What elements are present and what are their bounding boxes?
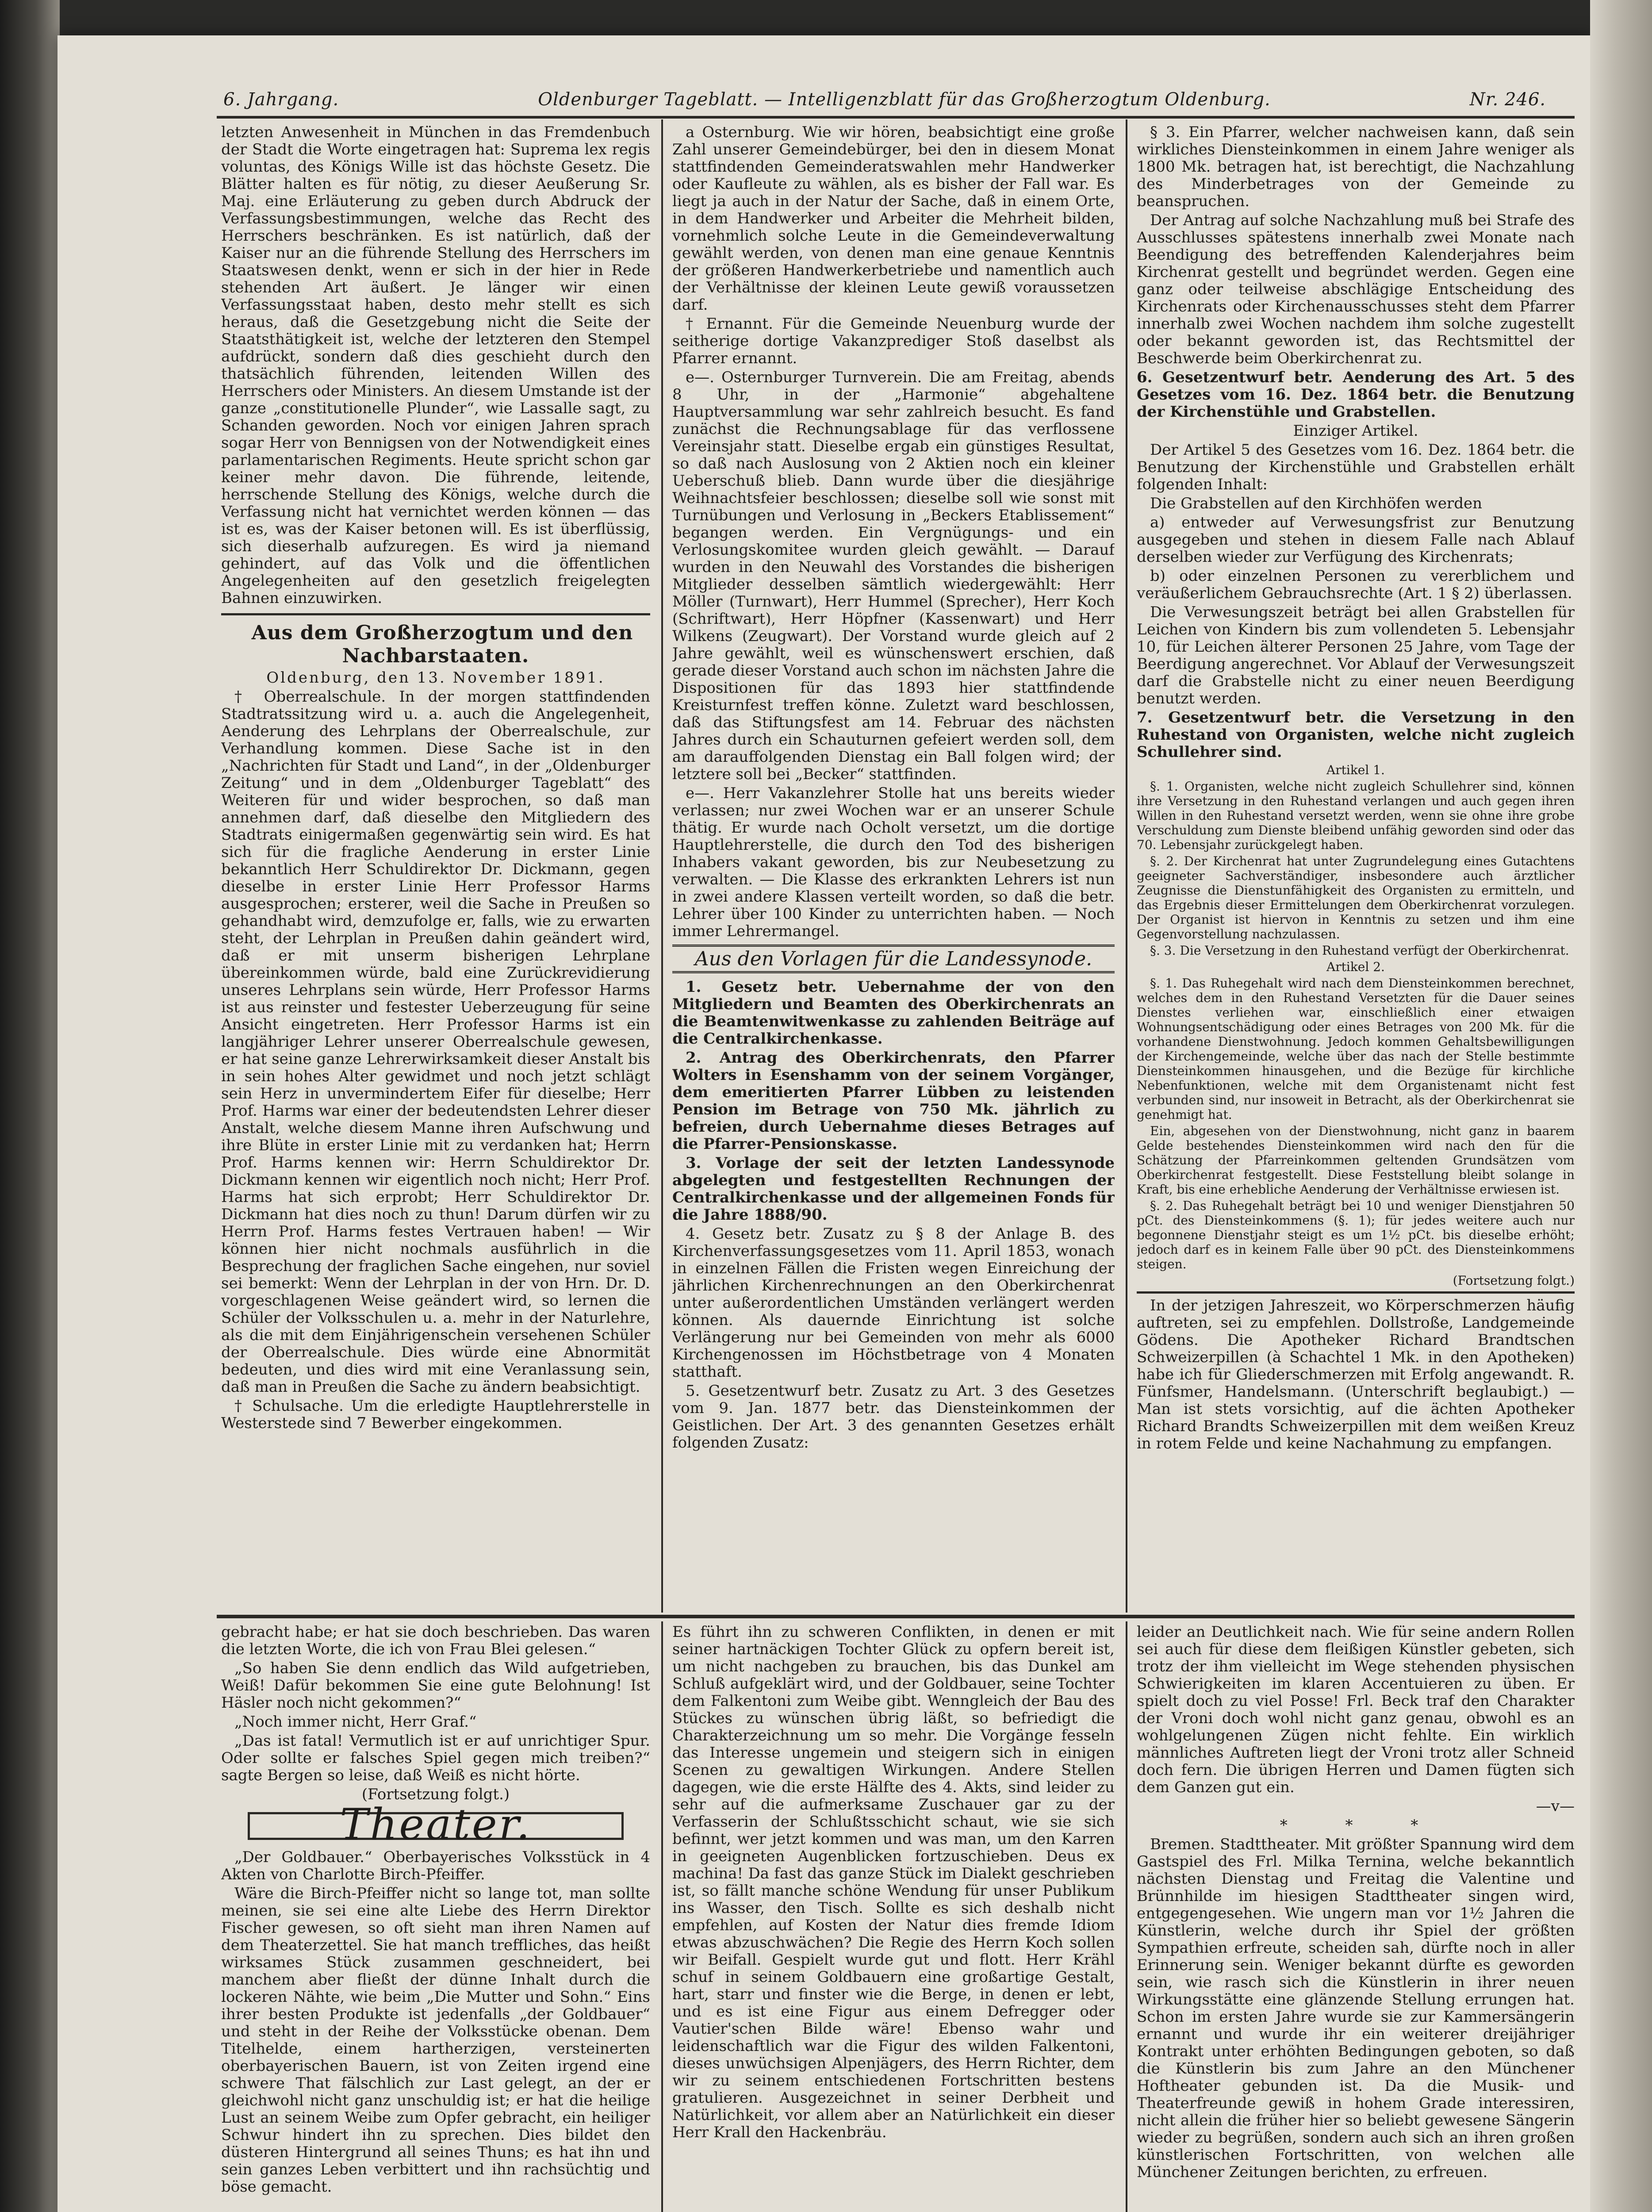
paragraph: Der Antrag auf solche Nachzahlung muß bei Strafe des Ausschlusses spätestens innerhalb zwei Monate nach Beendigung des betreffenden Kalenderjahres beim Kirchenrat gestellt und begründet werden. Gegen eine ganz oder teilweise abschlägige Entscheidung des Kirchenrats oder Kirchenausschusses steht dem Pfarrer innerhalb zwei Wochen nachdem ihm solche zugestellt oder bekannt geworden ist, das Rechtsmittel der Beschwerde beim Oberkirchenrat zu. bbox=[1137, 211, 1575, 367]
masthead-title: Oldenburger Tageblatt. — Intelligenzblatt für das Großherzogtum Oldenburg. bbox=[538, 89, 1271, 110]
column-3 bbox=[1137, 124, 1575, 1610]
article-label: Einziger Artikel. bbox=[1293, 422, 1418, 440]
review-text: Bremen. Stadttheater. Mit größter Spannung wird dem Gastspiel des Frl. Milka Ternina, welche bekanntlich nächsten Dienstag und Freitag die Valentine und Brünnhilde im hiesigen Stadttheater singen wird, entgegengesehen. Wie ungern man vor 1½ Jahren die Künstlerin, welche durch ihr Spiel der größten Sympathien erfreute, scheiden sah, dürfte noch in aller Erinnerung sein. Weniger bekannt dürfte es geworden sein, wie rasch sich die Künstlerin in ihrer neuen Wirkungsstätte eine glänzende Stellung errungen hat. Schon im ersten Jahre wurde sie zur Kammersängerin ernannt und wurde ihr ein weiterer dreijähriger Kontrakt unter erhöhten Bedingungen geboten, so daß die Künstlerin bis zum Jahre an den Münchener Hoftheater gebunden ist. Da die Musik- und Theaterfreunde gewiß in hohem Grade interessiren, nicht allein die früher hier so beliebt gewesene Sängerin wieder zu begrüßen, sondern auch sich an ihren großen künstlerischen Fortschritten, von welchen alle Münchener Zeitungen berichten, zu erfreuen. bbox=[1137, 1836, 1575, 2181]
news-item: a Osternburg. Wie wir hören, beabsichtigt eine große Zahl unserer Gemeindebürger, bei den in diesem Monat stattfindenden Gemeinderatswahlen mehr Handwerker oder Kaufleute zu wählen, als es bisher der Fall war. Es liegt ja auch in der Natur der Sache, daß in einem Orte, in dem Handwerker und Arbeiter die Mehrheit bilden, vornehmlich solche Leute in die Gemeindeverwaltung gewählt werden, von denen man eine genaue Kenntnis der größeren Handwerkerbetriebe und namentlich auch der Verhältnisse der kleinen Leute gewiß voraussetzen darf. bbox=[672, 124, 1115, 314]
feuilleton-column-3 bbox=[1137, 1624, 1575, 2212]
synod-item: 3. Vorlage der seit der letzten Landessynode abgelegten und festgestellten Rechnungen der Centralkirchenkasse und der allgemeinen Fonds für die Jahre 1888/90. bbox=[672, 1154, 1115, 1224]
law-heading: 6. Gesetzentwurf betr. Aenderung des Art. 5 des Gesetzes vom 16. Dez. 1864 betr. die Benutzung der Kirchenstühle und Grabstellen. bbox=[1137, 369, 1575, 421]
column-divider bbox=[1126, 1621, 1127, 2212]
news-item: e—. Herr Vakanzlehrer Stolle hat uns bereits wieder verlassen; nur zwei Wochen war er an unserer Schule thätig. Er wurde nach Ocholt versetzt, um die dortige Hauptlehrerstelle, die durch den Tod des bisherigen Inhabers vakant geworden, bis zur Neubesetzung zu verwalten. — Die Klasse des erkrankten Lehrers ist nun in zwei andere Klassen verteilt worden, so daß die betr. Lehrer über 100 Kinder zu unterrichten haben. — Noch immer Lehrermangel. bbox=[672, 784, 1115, 940]
paragraph-small: §. 2. Das Ruhegehalt beträgt bei 10 und weniger Dienstjahren 50 pCt. des Diensteinkommens (§. 1); für jedes weitere auch nur begonnene Dienstjahr steigt es um 1½ pCt. bis dieselbe erhöht; jedoch darf es in keinem Falle über 90 pCt. des Diensteinkommens steigen. bbox=[1137, 1198, 1575, 1271]
article-text: letzten Anwesenheit in München in das Fremdenbuch der Stadt die Worte eingetragen hat: Suprema lex regis voluntas, des Königs Wille ist das höchste Gesetz. Die Blätter halten es für nötig, zu dieser Aeußerung Sr. Maj. eine Erläuterung zu geben durch Abdruck der Verfassungsbestimmungen, welche das Recht des Herrschers beschränken. Es ist natürlich, daß der Kaiser nur an die führende Stellung des Herrschers im Staatswesen denkt, wenn er sich in der hier in Rede stehenden Art äußert. Je länger wir einen Verfassungsstaat haben, desto mehr stellt es sich heraus, daß die Gesetzgebung nicht die Seite der Staatsthätigkeit ist, welche der letzteren den Stempel aufdrückt, sondern daß dies geschieht durch den thatsächlich führenden, leitenden Willen des Herrschers oder Ministers. An diesem Umstande ist der ganze „constitutionelle Plunder“, wie Lassalle sagt, zu Schanden geworden. Noch vor einigen Jahren sprach sogar Herr von Bennigsen von der Notwendigkeit eines parlamentarischen Regiments. Heute spricht schon gar keiner mehr davon. Die führende, leitende, herrschende Stellung des Königs, welche durch die Verfassung nicht hat vernichtet werden können — das ist es, was der Kaiser betonen will. Es ist überflüssig, sich dieserhalb aufzuregen. Es wird ja niemand gehindert, auf das Volk und die öffentlichen Angelegenheiten auf den gesetzlich freigelegten Bahnen einzuwirken. bbox=[221, 124, 650, 607]
dateline: Oldenburg, den 13. November 1891. bbox=[266, 669, 605, 687]
synod-item: 4. Gesetz betr. Zusatz zu § 8 der Anlage B. des Kirchenverfassungsgesetzes vom 11. April 1853, wonach in einzelnen Fällen die Fristen wegen Einreichung der jährlichen Kirchenrechnungen an den Oberkirchenrat unter außerordentlichen Umständen verlängert werden können. Als dauernde Einrichtung ist solche Verlängerung nur bei Gemeinden von mehr als 6000 Kirchengenossen im Höchstbetrage von 4 Monaten statthaft. bbox=[672, 1225, 1115, 1381]
news-item: e—. Osternburger Turnverein. Die am Freitag, abends 8 Uhr, in der „Harmonie“ abgehaltene Hauptversammlung war sehr zahlreich besucht. Es fand zunächst die Rechnungsablage für das verflossene Vereinsjahr statt. Dieselbe ergab ein günstiges Resultat, so daß nach Auslosung von 2 Aktien noch ein kleiner Ueberschuß blieb. Dann wurde über die diesjährige Weihnachtsfeier beschlossen; dieselbe soll wie sonst mit Turnübungen und Verlosung in „Beckers Etablissement“ begangen werden. Ein Vergnügungs- und ein Verlosungskomitee wurden gleich gewählt. — Darauf wurden in den Neuwahl des Vorstandes die bisherigen Mitglieder desselben sämtlich wiedergewählt: Herr Möller (Turnwart), Herr Hummel (Sprecher), Herr Koch (Schriftwart), Herr Höpfner (Kassenwart) und Herr Wilkens (Zeugwart). Der Vorstand wurde gleich auf 2 Jahre gewählt, weil es wünschenswert erschien, daß gerade dieser Vorstand auch schon im nächsten Jahre die Dispositionen für das 1893 hier stattfindende Kreisturnfest treffen könne. Zuletzt ward beschlossen, daß das Stiftungsfest am 14. Februar des nächsten Jahres durch ein Schauturnen gefeiert werden soll, dem am darauffolgenden Dienstag ein Ball folgen wird; der letztere soll bei „Becker“ stattfinden. bbox=[672, 369, 1115, 783]
page-edge bbox=[1590, 0, 1652, 2212]
synod-item: 1. Gesetz betr. Uebernahme der von den Mitgliedern und Beamten des Oberkirchenrats an die Beamtenwitwenkasse zu zahlenden Beiträge auf die Centralkirchenkasse. bbox=[672, 978, 1115, 1048]
story-text: „Das ist fatal! Vermutlich ist er auf unrichtiger Spur. Oder sollte er falsches Spiel gegen mich treiben?“ sagte Bergen so leise, daß Weiß es nicht hörte. bbox=[221, 1732, 650, 1784]
separator-stars: * * * bbox=[1280, 1816, 1445, 1834]
synod-item: 5. Gesetzentwurf betr. Zusatz zu Art. 3 des Gesetzes vom 9. Jan. 1877 betr. das Diensteinkommen der Geistlichen. Der Art. 3 des genannten Gesetzes erhält folgenden Zusatz: bbox=[672, 1382, 1115, 1452]
column-divider bbox=[1126, 119, 1127, 1613]
feuilleton-column-2 bbox=[672, 1624, 1115, 2212]
paragraph-small: §. 1. Das Ruhegehalt wird nach dem Diensteinkommen berechnet, welches dem in den Ruhestand Versetzten für die Dauer seines Dienstes verliehen war, einschließlich einer etwaigen Wohnungsentschädigung oder eines Betrages von 200 Mk. für die vorhandene Dienstwohnung. Jedoch kommen Gehaltsbewilligungen der Kirchengemeinde, welche über das nach der Stelle bestimmte Diensteinkommen hinausgehen, und die Bezüge für kirchliche Nebenfunktionen, welche mit dem Organistenamt nicht fest verbunden sind, nur insoweit in Betracht, als der Oberkirchenrat sie genehmigt hat. bbox=[1137, 976, 1575, 1122]
continuation-note: (Fortsetzung folgt.) bbox=[1453, 1273, 1575, 1288]
news-item: † Ernannt. Für die Gemeinde Neuenburg wurde der seitherige dortige Vakanzprediger Stoß daselbst als Pfarrer ernannt. bbox=[672, 315, 1115, 367]
book-spine bbox=[0, 0, 60, 2212]
column-1 bbox=[221, 124, 650, 1610]
article-label: Artikel 1. bbox=[1326, 763, 1385, 777]
law-heading: 7. Gesetzentwurf betr. die Versetzung in den Ruhestand von Organisten, welche nicht zugleich Schullehrer sind. bbox=[1137, 709, 1575, 761]
paragraph-small: §. 3. Die Versetzung in den Ruhestand verfügt der Oberkirchenrat. bbox=[1150, 943, 1569, 958]
section-rule bbox=[221, 613, 650, 615]
paragraph: Die Grabstellen auf den Kirchhöfen werden bbox=[1150, 495, 1482, 512]
article-label: Artikel 2. bbox=[1326, 960, 1385, 974]
story-text: gebracht habe; er hat sie doch beschrieben. Das waren die letzten Worte, die ich von Frau Blei gelesen.“ bbox=[221, 1624, 650, 1658]
list-item: a) entweder auf Verwesungsfrist zur Benutzung ausgegeben und stehen in diesem Falle nach Ablauf derselben wieder zur Verfügung des Kirchenrats; bbox=[1137, 514, 1575, 566]
story-text: „Noch immer nicht, Herr Graf.“ bbox=[234, 1713, 477, 1731]
header-rule bbox=[217, 116, 1575, 119]
story-text: „So haben Sie denn endlich das Wild aufgetrieben, Weiß! Dafür bekommen Sie eine gute Belohnung! Ist Häsler noch nicht gekommen?“ bbox=[221, 1659, 650, 1712]
review-text: Wäre die Birch-Pfeiffer nicht so lange tot, man sollte meinen, sie sei eine alte Liebe des Herrn Direktor Fischer gewesen, so oft sieht man ihren Namen auf dem Theaterzettel. Sie hat manch treffliches, das heißt wirksames Stück zusammen geschneidert, bei manchem aber fließt der dünne Inhalt durch die lockeren Nähte, wie beim „Die Mutter und Sohn.“ Eins ihrer besten Produkte ist jedenfalls „der Goldbauer“ und steht in der Reihe der Volksstücke obenan. Dem Titelhelde, einem hartherzigen, versteinerten oberbayerischen Bauern, ist von Zeiten irgend eine schwere That fälschlich zur Last gelegt, an der er gleichwohl nicht ganz unschuldig ist; er hat die heilige Lust an seinem Weibe zum Opfer gebracht, ein heiliger Schwur hindert ihn zu sprechen. Dies bildet den düsteren Hintergrund all seines Thuns; es hat ihn und sein ganzes Leben verbittert und ihn rachsüchtig und böse gemacht. bbox=[221, 1885, 650, 2196]
advertisement: In der jetzigen Jahreszeit, wo Körperschmerzen häufig auftreten, sei zu empfehlen. Dollstroße, Landgemeinde Gödens. Die Apotheker Richard Brandtschen Schweizerpillen (à Schachtel 1 Mk. in den Apotheken) habe ich für Gliederschmerzen mit Erfolg angewandt. R. Fünfsmer, Handelsmann. (Unterschrift beglaubigt.) — Man ist stets vorsichtig, auf die ächten Apotheker Richard Brandts Schweizerpillen mit dem weißen Kreuz in rotem Felde und keine Nachahmung zu empfangen. bbox=[1137, 1297, 1575, 1452]
section-heading: Aus dem Großherzogtum und den Nachbarstaaten. bbox=[251, 622, 633, 667]
paragraph: Der Artikel 5 des Gesetzes vom 16. Dez. 1864 betr. die Benutzung der Kirchenstühle und Grabstellen erhält folgenden Inhalt: bbox=[1137, 441, 1575, 493]
continuation-note: (Fortsetzung folgt.) bbox=[361, 1786, 510, 1803]
review-text: Es führt ihn zu schweren Conflikten, in denen er mit seiner hartnäckigen Tochter Glück zu opfern bereit ist, um nicht nachgeben zu brauchen, bis das Dunkel am Schluß aufgeklärt wird, und der Goldbauer, seine Tochter dem Falkentoni zum Weibe gibt. Wenngleich der Bau des Stückes zu wünschen übrig läßt, so befriedigt die Charakterzeichnung um so mehr. Die Vorgänge fesseln das Interesse ungemein und steigern sich in einigen Scenen zu gewaltigen Wirkungen. Andere Stellen dagegen, wie die erste Hälfte des 4. Akts, sind leider zu sehr auf die aufmerksame Zuschauer gar zu der Verfasserin der Schlußtsschicht schaut, wie sie sich befinnt, wer jetzt kommen und was man, um den Karren in geeigneten Augenblicken fortzuschieben. Deus ex machina! Da fast das ganze Stück im Dialekt geschrieben ist, so fällt manche schöne Wendung für unser Publikum ins Wasser, den Tisch. Sollte es sich deshalb nicht empfehlen, auf Kosten der Natur dies fremde Idiom etwas abzuschwächen? Die Regie des Herrn Koch sollen wir Beifall. Gespielt wurde gut und flott. Herr Krähl schuf in seinem Goldbauern eine großartige Gestalt, hart, starr und finster wie die Berge, in denen er lebt, und es ist eine Figur aus einem Defregger oder Vautier'schen Bilde wäre! Ebenso wahr und leidenschaftlich war die Figur des wilden Falkentoni, dieses unwüchsigen Alpenjägers, des Herrn Richter, dem wir zu seinem entschiedenen Fortschritten bestens gratulieren. Ausgezeichnet in seiner Derbheit und Natürlichkeit, vor allem aber an Natürlichkeit ein dieser Herr Krall den Hackenbräu. bbox=[672, 1624, 1115, 2141]
theater-heading: Theater. bbox=[248, 1812, 624, 1840]
paragraph-small: Ein, abgesehen von der Dienstwohnung, nicht ganz in baarem Gelde bestehendes Diensteinkommen wird nach den für die Schätzung der Pfarreinkommen geltenden Grundsätzen vom Oberkirchenrat festgestellt. Diese Feststellung bleibt solange in Kraft, bis eine erhebliche Aenderung der Verhältnisse erwiesen ist. bbox=[1137, 1124, 1575, 1197]
review-text: „Der Goldbauer.“ Oberbayerisches Volksstück in 4 Akten von Charlotte Birch-Pfeiffer. bbox=[221, 1848, 650, 1883]
column-divider bbox=[661, 1621, 663, 2212]
column-divider bbox=[661, 119, 663, 1613]
column-2 bbox=[672, 124, 1115, 1610]
synod-item: 2. Antrag des Oberkirchenrats, den Pfarrer Wolters in Esenshamm von der seinem Vorgänger, dem emeritierten Pfarrer Lübben zu leistenden Pension im Betrage von 750 Mk. jährlich zu befreien, durch Uebernahme dieses Betrages auf die Pfarrer-Pensionskasse. bbox=[672, 1049, 1115, 1153]
news-item: † Schulsache. Um die erledigte Hauptlehrerstelle in Westerstede sind 7 Bewerber eingekommen. bbox=[221, 1397, 650, 1432]
author-sign: —v— bbox=[1536, 1797, 1575, 1815]
review-text: leider an Deutlichkeit nach. Wie für seine andern Rollen sei auch für diese dem fleißigen Künstler gebeten, sich trotz der ihm vielleicht im Wege stehenden physischen Schwierigkeiten im klaren Accentuieren zu üben. Er spielt doch zu viel Posse! Frl. Beck traf den Charakter der Vroni doch wohl nicht ganz genau, obwohl es an wohlgelungenen Zügen nicht fehlte. Ein wirklich männliches Auftreten liegt der Vroni trotz aller Schneid doch fern. Die übrigen Herren und Damen fügten sich dem Ganzen gut ein. bbox=[1137, 1624, 1575, 1796]
ad-rule bbox=[1137, 1291, 1575, 1294]
paragraph-small: §. 1. Organisten, welche nicht zugleich Schullehrer sind, können ihre Versetzung in den Ruhestand verlangen und auch gegen ihren Willen in den Ruhestand versetzt werden, wenn sie ohne ihre grobe Verschuldung zum Dienste bleibend unfähig geworden sind oder das 70. Lebensjahr zurückgelegt haben. bbox=[1137, 779, 1575, 852]
list-item: b) oder einzelnen Personen zu vererblichem und veräußerlichem Gebrauchsrechte (Art. 1 § 2) überlassen. bbox=[1137, 567, 1575, 602]
paragraph: § 3. Ein Pfarrer, welcher nachweisen kann, daß sein wirkliches Diensteinkommen in einem Jahre weniger als 1800 Mk. betragen hat, ist berechtigt, die Nachzahlung des Minderbetrages von der Gemeinde zu beanspruchen. bbox=[1137, 124, 1575, 210]
issue-number: Nr. 246. bbox=[1469, 89, 1546, 110]
news-item: † Oberrealschule. In der morgen stattfindenden Stadtratssitzung wird u. a. auch die Angelegenheit, Aenderung des Lehrplans der Oberrealschule, zur Verhandlung kommen. Diese Sache ist in den „Nachrichten für Stadt und Land“, in der „Oldenburger Zeitung“ und in dem „Oldenburger Tageblatt“ des Weiteren für und wider besprochen, so daß man annehmen darf, daß dieselbe den Mitgliedern des Stadtrats einigermaßen gegenwärtig sein wird. Es hat sich für die fragliche Aenderung in erster Linie bekanntlich Herr Schuldirektor Dr. Dickmann, gegen dieselbe in erster Linie Herr Professor Harms ausgesprochen; ersterer, weil die Sache in Preußen so gehandhabt wird, demzufolge er, falls, wie zu erwarten steht, der Lehrplan in Preußen dahin geändert wird, daß er mit unserm bisherigen Lehrplane übereinkommen würde, bald eine Zurückrevidierung unseres Lehrplans sein würde, Herr Professor Harms ist aus reinster und festester Ueberzeugung für seine Ansicht eingetreten. Herr Professor Harms ist ein langjähriger Lehrer unserer Oberrealschule gewesen, er hat seine ganze Lehrerwirksamkeit dieser Anstalt bis in sein hohes Alter gewidmet und noch jetzt schlägt sein Herz in unvermindertem Eifer für dieselbe; Herr Prof. Harms war einer der bedeutendsten Lehrer dieser Anstalt, welche diesem Manne ihren Aufschwung und ihre Blüte in erster Linie mit zu verdanken hat; Herrn Prof. Harms kennen wir: Herrn Schuldirektor Dr. Dickmann kennen wir eigentlich noch nicht; Herr Prof. Harms hat sich erprobt; Herr Schuldirektor Dr. Dickmann hat dies noch zu thun! Darum dürfen wir zu Herrn Prof. Harms festes Vertrauen haben! — Wir können hier nicht nochmals ausführlich in die Besprechung der fraglichen Sache eingehen, nur soviel sei bemerkt: Wenn der Lehrplan in der von Hrn. Dr. D. vorgeschlagenen Weise geändert wird, so lernen die Schüler der Volksschulen u. a. mehr in der Naturlehre, als die mit dem Einjährigenschein versehenen Schüler der Oberrealschule. Dies würde eine Abnormität bedeuten, und dies wird mit eine Veranlassung sein, daß man in Preußen die Sache zu ändern beabsichtigt. bbox=[221, 688, 650, 1396]
feuilleton-column-1 bbox=[221, 1624, 650, 2212]
page-header bbox=[223, 86, 1546, 113]
paragraph: Die Verwesungszeit beträgt bei allen Grabstellen für Leichen von Kindern bis zum vollendeten 5. Lebensjahr 10, für Leichen älterer Personen 25 Jahre, vom Tage der Beerdigung angerechnet. Vor Ablauf der Verwesungszeit darf die Grabstelle nicht zu einer neuen Beerdigung benutzt werden. bbox=[1137, 603, 1575, 707]
section-heading-box: Aus den Vorlagen für die Landessynode. bbox=[672, 945, 1115, 973]
feuilleton-rule bbox=[217, 1615, 1575, 1618]
paragraph-small: §. 2. Der Kirchenrat hat unter Zugrundelegung eines Gutachtens geeigneter Sachverständiger, insbesondere auch ärztlicher Zeugnisse die Dienstunfähigkeit des Organisten zu ermitteln, und das Ergebnis dieser Ermittelungen dem Oberkirchenrat vorzulegen. Der Organist ist hiervon in Kenntnis zu setzen und ihm eine Gegenvorstellung nachzulassen. bbox=[1137, 854, 1575, 941]
volume-label: 6. Jahrgang. bbox=[223, 89, 339, 110]
